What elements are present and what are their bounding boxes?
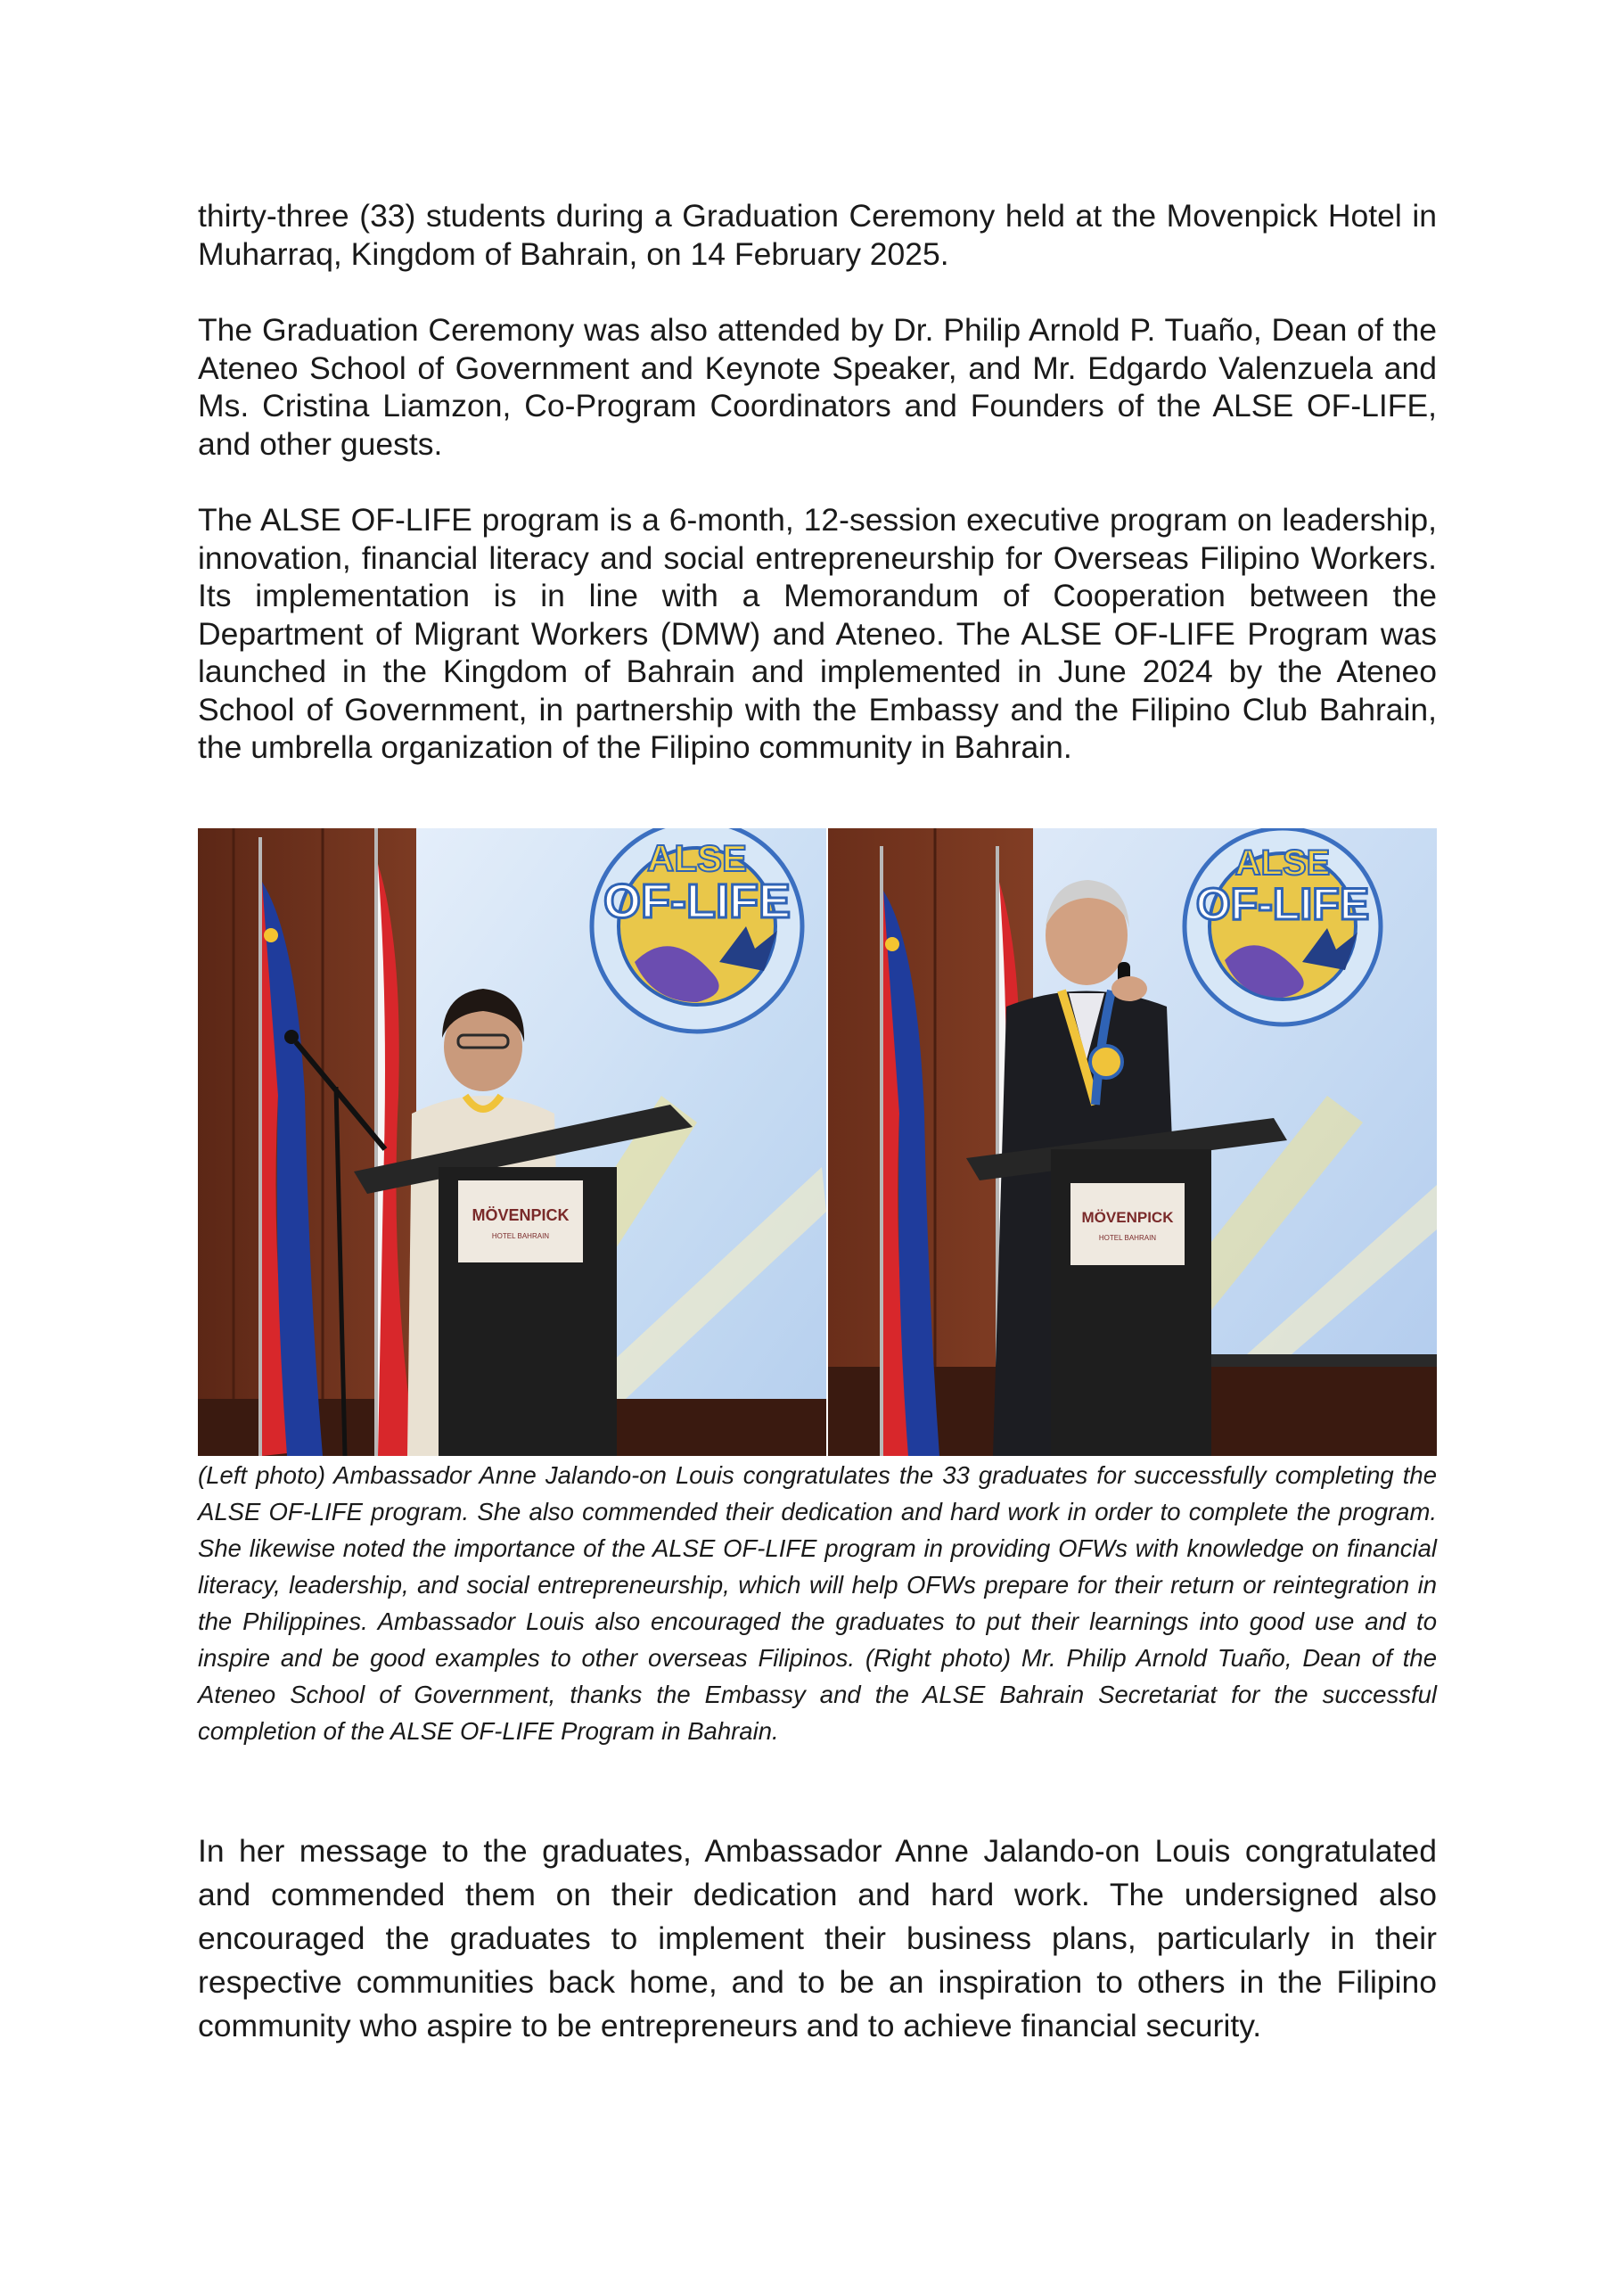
program-paragraph: The ALSE OF-LIFE program is a 6-month, 12-session executive program on leadership, innovation, financial literacy and social entrepreneurship for Overseas Filipino Workers. Its implementation is in line with a Memorandum of Cooperation between the Department of Migrant Workers (DMW) and Ateneo. The ALSE OF-LIFE Program was launched in the Kingdom of Bahrain and implemented in June 2024 by the Ateneo School of Government, in partnership with the Embassy and the Filipino Club Bahrain, the umbrella organization of the Filipino community in Bahrain. xyxy=(198,502,1437,765)
alse-logo-right xyxy=(1185,828,1381,1024)
photo-caption: (Left photo) Ambassador Anne Jalando-on Louis congratulates the 33 graduates for successfully completing the ALSE OF-LIFE program. She also commended their dedication and hard work in order to complete the program. She likewise noted the importance of the ALSE OF-LIFE program in providing OFWs with knowledge on financial literacy, leadership, and social entrepreneurship, which will help OFWs prepare for their return or reintegration in the Philippines. Ambassador Louis also encouraged the graduates to put their learnings into good use and to inspire and be good examples to other overseas Filipinos. (Right photo) Mr. Philip Arnold Tuaño, Dean of the Ateneo School of Government, thanks the Embassy and the ALSE Bahrain Secretariat for the successful completion of the ALSE OF-LIFE Program in Bahrain. xyxy=(198,1461,1437,1745)
alse-logo-left xyxy=(592,828,802,1032)
attendees-paragraph: The Graduation Ceremony was also attended by Dr. Philip Arnold P. Tuaño, Dean of the Ateneo School of Government and Keynote Speaker, and Mr. Edgardo Valenzuela and Ms. Cristina Liamzon, Co-Program Coordinators and Founders of the ALSE OF-LIFE, and other guests. xyxy=(198,312,1437,462)
podium-brand-right: MÖVENPICK xyxy=(1081,1209,1174,1226)
photo-pair xyxy=(198,828,1437,1456)
logo-title-alse-right: ALSE xyxy=(1234,843,1331,883)
logo-title-oflife: OF-LIFE xyxy=(603,875,791,928)
podium-sub-left: HOTEL BAHRAIN xyxy=(491,1232,550,1240)
message-paragraph: In her message to the graduates, Ambassador Anne Jalando-on Louis congratulated and commended them on their dedication and hard work. The undersigned also encouraged the graduates to implement their business plans, particularly in their respective communities back home, and to be an inspiration to others in the Filipino community who aspire to be entrepreneurs and to achieve financial security. xyxy=(198,1833,1437,2043)
photo-ambassador-speaking xyxy=(198,828,826,1456)
photo-dean-speaking xyxy=(828,828,1437,1456)
intro-paragraph: thirty-three (33) students during a Graduation Ceremony held at the Movenpick Hotel in Muharraq, Kingdom of Bahrain, on 14 February 2025. xyxy=(198,198,1437,272)
podium-brand-left: MÖVENPICK xyxy=(472,1206,570,1224)
logo-title-alse: ALSE xyxy=(646,837,748,879)
logo-title-oflife-right: OF-LIFE xyxy=(1195,879,1370,929)
podium-sub-right: HOTEL BAHRAIN xyxy=(1098,1234,1157,1242)
